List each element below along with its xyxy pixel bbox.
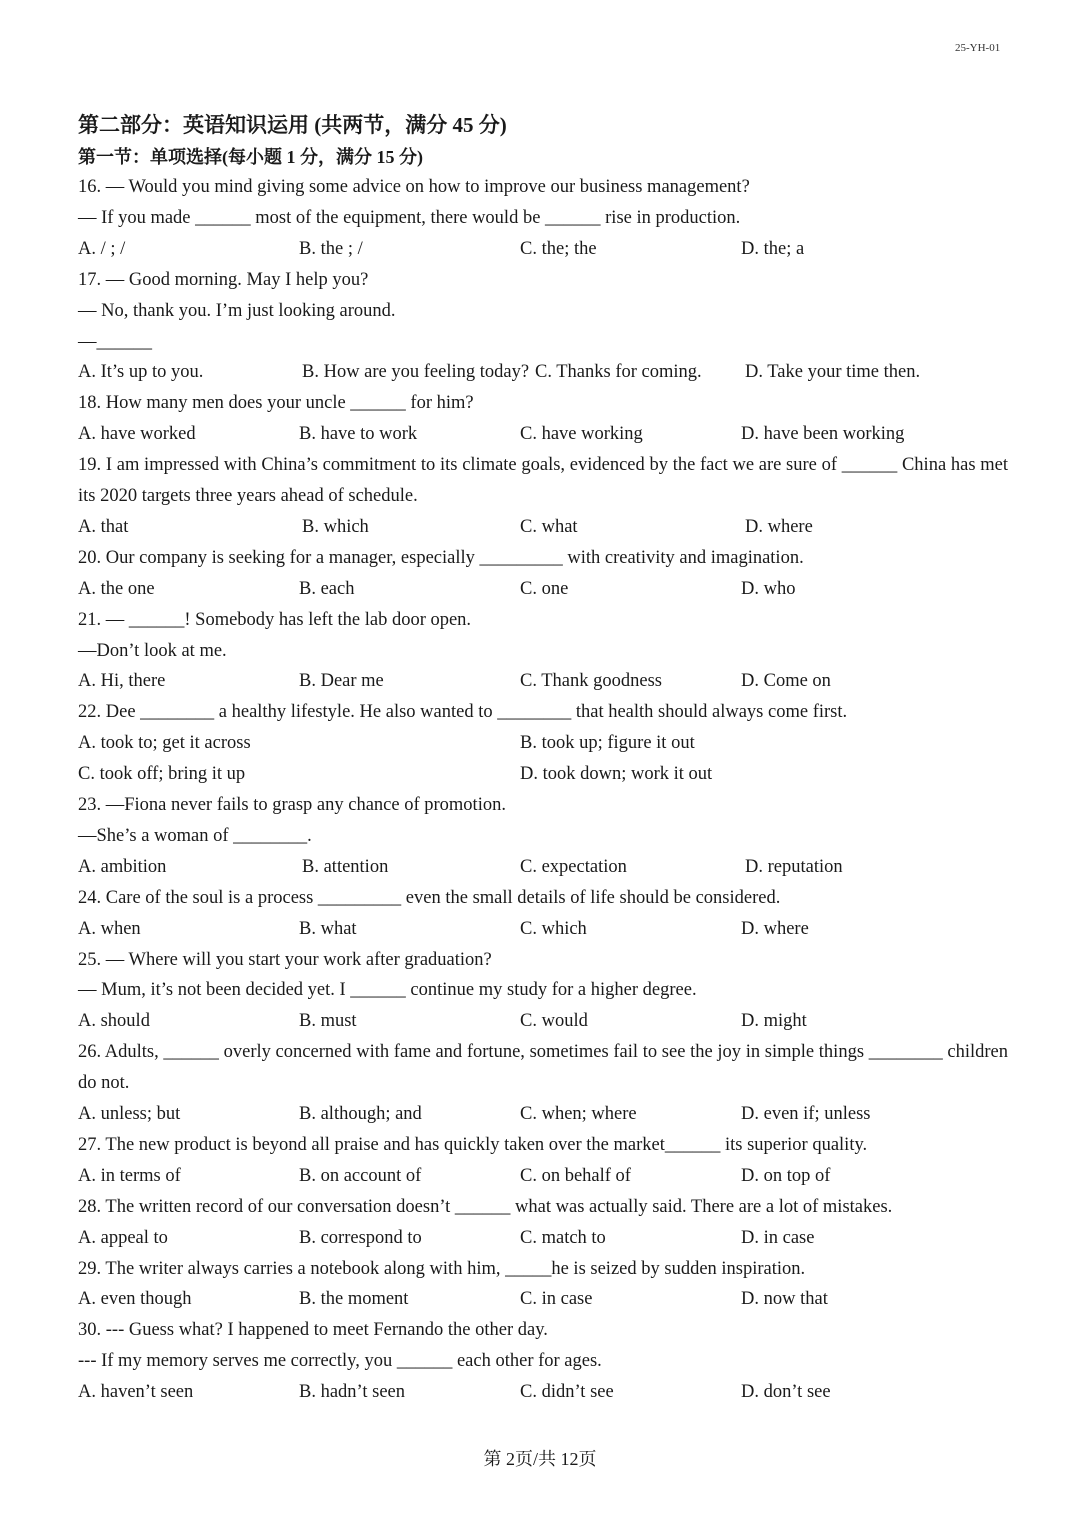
document-code: 25-YH-01 <box>955 42 1001 54</box>
option-b[interactable]: B. took up; figure it out <box>520 733 695 754</box>
question-29 <box>78 1254 1008 1316</box>
question-stem: 25. — Where will you start your work after graduation? <box>78 949 492 970</box>
option-a[interactable]: A. even though <box>78 1289 192 1310</box>
option-c[interactable]: C. on behalf of <box>520 1165 631 1186</box>
question-24 <box>78 883 1008 945</box>
option-c[interactable]: C. what <box>520 516 578 537</box>
option-b[interactable]: B. How are you feeling today? <box>302 362 530 383</box>
question-25 <box>78 945 1008 1038</box>
options-row <box>78 1099 1008 1130</box>
question-stem-line: — No, thank you. I’m just looking around. <box>78 300 396 321</box>
option-a[interactable]: A. It’s up to you. <box>78 362 204 383</box>
option-a[interactable]: A. took to; get it across <box>78 733 251 754</box>
page-number: 第 2页/共 12页 <box>483 1449 597 1469</box>
option-d[interactable]: D. Take your time then. <box>745 362 921 383</box>
question-stem: 20. Our company is seeking for a manager, especially _________ with creativity and imagination. <box>78 547 804 568</box>
option-b[interactable]: B. the ; / <box>299 238 363 259</box>
option-a[interactable]: A. should <box>78 1011 150 1032</box>
option-b[interactable]: B. must <box>299 1011 357 1032</box>
option-c[interactable]: C. expectation <box>520 856 627 877</box>
option-c[interactable]: C. which <box>520 918 587 939</box>
option-c[interactable]: C. have working <box>520 424 643 445</box>
question-30 <box>78 1315 1008 1408</box>
question-stem-line: —Don’t look at me. <box>78 640 227 661</box>
options-row <box>78 1284 1008 1315</box>
options-row <box>78 419 1008 450</box>
part-title: 第二部分：英语知识运用 (共两节，满分 45 分) <box>78 113 507 137</box>
option-d[interactable]: D. took down; work it out <box>520 764 713 785</box>
option-b[interactable]: B. hadn’t seen <box>299 1382 406 1403</box>
option-d[interactable]: D. might <box>741 1011 807 1032</box>
question-stem-line: — If you made ______ most of the equipment, there would be ______ rise in production. <box>78 207 741 228</box>
option-a[interactable]: A. when <box>78 918 141 939</box>
option-b[interactable]: B. on account of <box>299 1165 422 1186</box>
question-stem: 30. --- Guess what? I happened to meet Fernando the other day. <box>78 1320 548 1341</box>
options-row <box>78 1223 1008 1254</box>
option-a[interactable]: A. Hi, there <box>78 671 166 692</box>
question-17 <box>78 265 1008 389</box>
question-stem: 17. — Good morning. May I help you? <box>78 269 369 290</box>
option-c[interactable]: C. took off; bring it up <box>78 764 246 785</box>
option-b[interactable]: B. Dear me <box>299 671 384 692</box>
question-22 <box>78 697 1008 790</box>
option-d[interactable]: D. on top of <box>741 1165 831 1186</box>
option-a[interactable]: A. the one <box>78 578 155 599</box>
question-stem-line: — Mum, it’s not been decided yet. I ______ continue my study for a higher degree. <box>78 980 697 1001</box>
question-stem: 24. Care of the soul is a process _________ even the small details of life should be considered. <box>78 887 781 908</box>
question-stem: 22. Dee ________ a healthy lifestyle. He also wanted to ________ that health should always come first. <box>78 702 848 723</box>
question-27 <box>78 1130 1008 1192</box>
option-a[interactable]: A. haven’t seen <box>78 1382 194 1403</box>
question-23 <box>78 790 1008 883</box>
answer-blank-line: —______ <box>78 331 152 352</box>
question-28 <box>78 1192 1008 1254</box>
question-stem-line: --- If my memory serves me correctly, you ______ each other for ages. <box>78 1351 602 1372</box>
option-a[interactable]: A. appeal to <box>78 1227 168 1248</box>
section-title: 第一节：单项选择(每小题 1 分，满分 15 分) <box>78 147 423 167</box>
option-d[interactable]: D. where <box>741 918 809 939</box>
option-d[interactable]: D. now that <box>741 1289 828 1310</box>
option-b[interactable]: B. attention <box>302 856 389 877</box>
question-stem: 29. The writer always carries a notebook along with him, _____he is seized by sudden inspiration. <box>78 1258 806 1279</box>
options-row <box>78 914 1008 945</box>
question-stem: 18. How many men does your uncle ______ for him? <box>78 393 474 414</box>
question-stem: 28. The written record of our conversation doesn’t ______ what was actually said. There are a lot of mistakes. <box>78 1196 893 1217</box>
question-20 <box>78 543 1008 605</box>
question-stem-line: —She’s a woman of ________. <box>78 825 312 846</box>
options-row <box>78 1161 1008 1192</box>
question-21 <box>78 605 1008 698</box>
option-b[interactable]: B. correspond to <box>299 1227 422 1248</box>
options-row <box>78 234 1008 265</box>
question-stem: 27. The new product is beyond all praise and has quickly taken over the market______ its superior quality. <box>78 1134 868 1155</box>
option-c[interactable]: C. would <box>520 1011 588 1032</box>
option-d[interactable]: D. in case <box>741 1227 815 1248</box>
question-stem: 21. — ______! Somebody has left the lab door open. <box>78 609 472 630</box>
question-stem: 19. I am impressed with China’s commitment to its climate goals, evidenced by the fact we are sure of ______ China has met its 2020 targets three years ahead of schedule. <box>78 455 1008 507</box>
option-b[interactable]: B. which <box>302 516 369 537</box>
option-c[interactable]: C. match to <box>520 1227 606 1248</box>
option-a[interactable]: A. unless; but <box>78 1104 181 1125</box>
option-c[interactable]: C. in case <box>520 1289 593 1310</box>
option-d[interactable]: D. who <box>741 578 796 599</box>
option-b[interactable]: B. although; and <box>299 1104 422 1125</box>
question-stem: 16. — Would you mind giving some advice on how to improve our business management? <box>78 177 750 197</box>
options-row <box>78 357 1008 388</box>
options-row <box>78 1006 1008 1037</box>
option-a[interactable]: A. that <box>78 516 129 537</box>
option-a[interactable]: A. have worked <box>78 424 196 445</box>
option-d[interactable]: D. have been working <box>741 424 905 445</box>
option-d[interactable]: D. where <box>745 516 813 537</box>
option-c[interactable]: C. when; where <box>520 1104 637 1125</box>
options-row <box>78 759 1008 790</box>
question-16 <box>78 172 1008 265</box>
page-content <box>78 108 1008 1408</box>
option-a[interactable]: A. in terms of <box>78 1165 181 1186</box>
option-c[interactable]: C. Thanks for coming. <box>535 362 702 383</box>
options-row <box>78 574 1008 605</box>
option-d[interactable]: D. reputation <box>745 856 843 877</box>
option-c[interactable]: C. didn’t see <box>520 1382 614 1403</box>
option-d[interactable]: D. even if; unless <box>741 1104 871 1125</box>
option-d[interactable]: D. Come on <box>741 671 831 692</box>
option-d[interactable]: D. the; a <box>741 238 805 259</box>
options-row <box>78 852 1008 883</box>
question-18 <box>78 388 1008 450</box>
question-stem: 23. —Fiona never fails to grasp any chance of promotion. <box>78 795 506 815</box>
question-stem: 26. Adults, ______ overly concerned with fame and fortune, sometimes fail to see the joy in simple things ________ children do not. <box>78 1042 1008 1094</box>
option-b[interactable]: B. have to work <box>299 424 418 445</box>
options-row <box>78 1377 1008 1408</box>
option-b[interactable]: B. what <box>299 918 357 939</box>
options-row <box>78 512 1008 543</box>
option-b[interactable]: B. each <box>299 578 355 599</box>
option-a[interactable]: A. / ; / <box>78 238 126 259</box>
options-row <box>78 666 1008 697</box>
question-26 <box>78 1037 1008 1130</box>
option-a[interactable]: A. ambition <box>78 856 167 877</box>
option-c[interactable]: C. the; the <box>520 238 597 259</box>
option-b[interactable]: B. the moment <box>299 1289 409 1310</box>
options-row <box>78 728 1008 759</box>
question-19 <box>78 450 1008 543</box>
option-c[interactable]: C. one <box>520 578 569 599</box>
option-d[interactable]: D. don’t see <box>741 1382 831 1403</box>
option-c[interactable]: C. Thank goodness <box>520 671 663 692</box>
